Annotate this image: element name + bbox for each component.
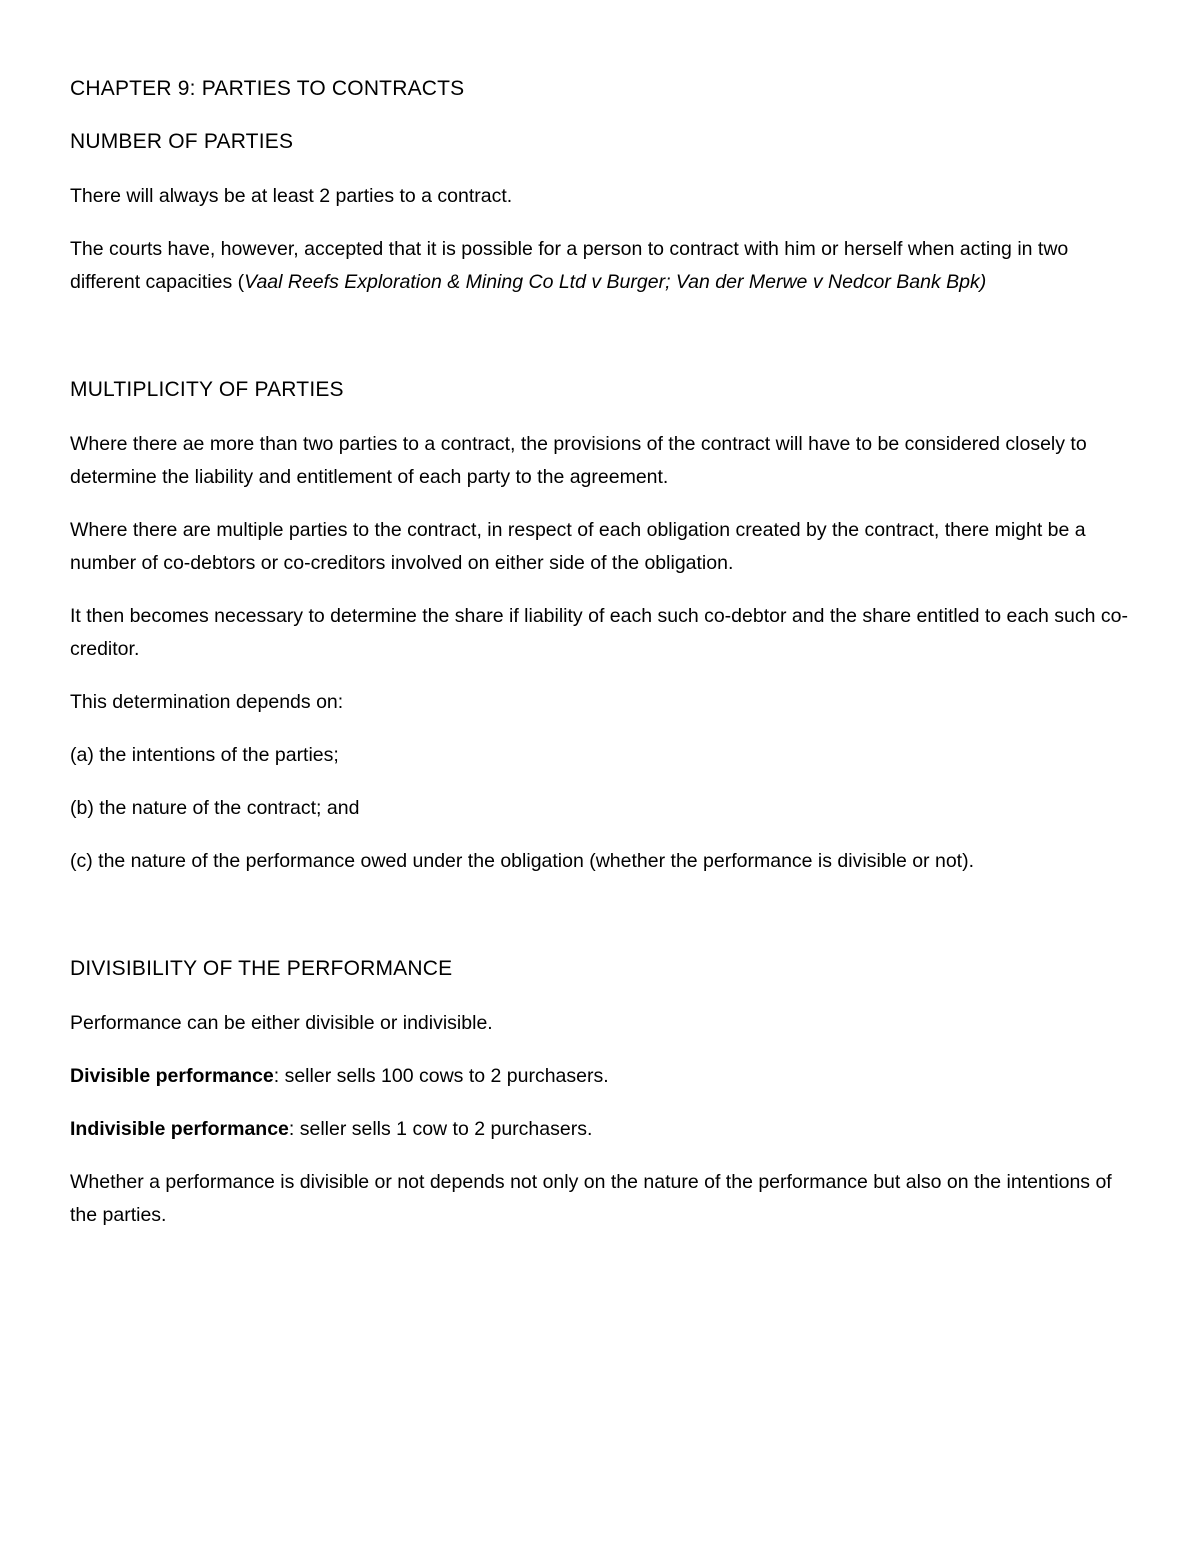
paragraph: Whether a performance is divisible or not depends not only on the nature of the performance but also on the intentions of the parties. — [70, 1171, 1112, 1226]
paragraph: Performance can be either divisible or indivisible. — [70, 1012, 493, 1034]
paragraph: There will always be at least 2 parties to a contract. — [70, 185, 513, 207]
definition-indivisible — [70, 1113, 1132, 1146]
chapter-title: CHAPTER 9: PARTIES TO CONTRACTS — [70, 77, 465, 100]
term-indivisible: Indivisible performance — [70, 1118, 289, 1140]
paragraph: This determination depends on: — [70, 691, 344, 713]
definition-text: : seller sells 1 cow to 2 purchasers. — [288, 1118, 593, 1140]
list-item: (a) the intentions of the parties; — [70, 744, 339, 766]
definition-divisible — [70, 1060, 1132, 1093]
definition-text: : seller sells 100 cows to 2 purchasers. — [273, 1065, 609, 1087]
case-citation: Vaal Reefs Exploration & Mining Co Ltd v Burger; Van der Merwe v Nedcor Bank Bpk) — [244, 271, 987, 293]
term-divisible: Divisible performance — [70, 1065, 274, 1087]
list-item: (c) the nature of the performance owed under the obligation (whether the performance is divisible or not). — [70, 850, 974, 872]
paragraph: Where there are multiple parties to the contract, in respect of each obligation created by the contract, there might be a number of co-debtors or co-creditors involved on either side of the obligation. — [70, 519, 1086, 574]
document-body — [70, 74, 1132, 1252]
list-item: (b) the nature of the contract; and — [70, 797, 360, 819]
section-heading-number-of-parties: NUMBER OF PARTIES — [70, 130, 294, 153]
section-heading-multiplicity-of-parties: MULTIPLICITY OF PARTIES — [70, 378, 344, 401]
paragraph-text: The courts have, however, accepted that it is possible for a person to contract with him or herself when acting in two different capacities ( — [70, 238, 1069, 293]
paragraph — [70, 233, 1132, 299]
paragraph: Where there ae more than two parties to a contract, the provisions of the contract will have to be considered closely to determine the liability and entitlement of each party to the agreement. — [70, 433, 1087, 488]
paragraph: It then becomes necessary to determine the share if liability of each such co-debtor and the share entitled to each such co-creditor. — [70, 605, 1128, 660]
section-heading-divisibility: DIVISIBILITY OF THE PERFORMANCE — [70, 957, 453, 980]
